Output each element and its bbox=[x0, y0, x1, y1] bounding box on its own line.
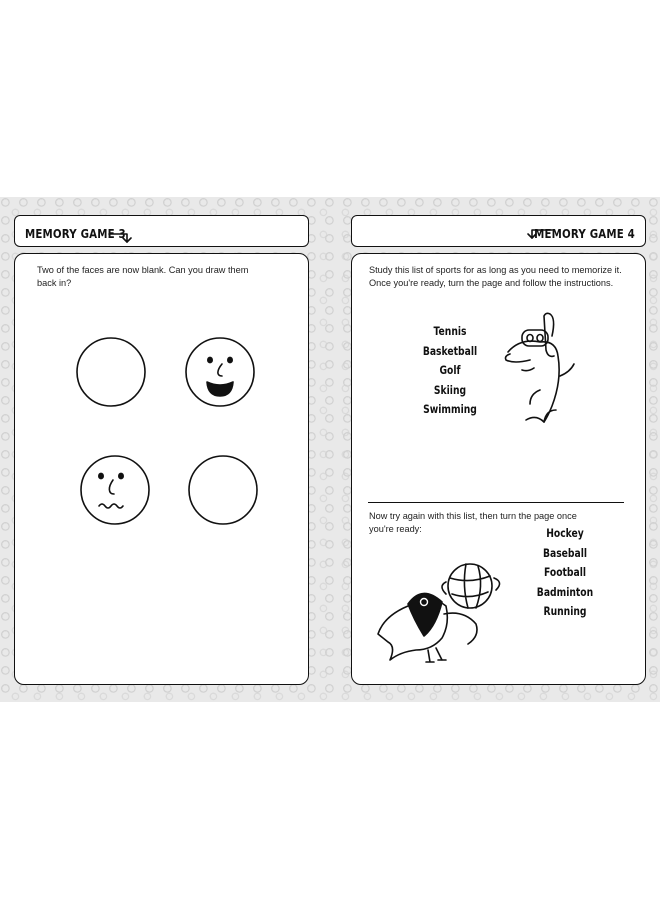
left-page-header bbox=[14, 215, 309, 247]
right-page-instruction-2: Now try again with this list, then turn the page once you're ready: bbox=[369, 511, 577, 534]
list-item: Golf bbox=[439, 363, 461, 377]
snorkel-dolphin-icon bbox=[500, 310, 580, 430]
blank-face-icon[interactable] bbox=[75, 336, 147, 408]
sports-list-2 bbox=[531, 524, 600, 622]
right-page-header bbox=[351, 215, 646, 247]
book-spread bbox=[0, 197, 660, 702]
list-item: Basketball bbox=[422, 343, 478, 358]
right-page-instruction-1: Study this list of sports for as long as you need to memorize it. Once you're ready, turn the page and follow the instructions. bbox=[369, 265, 622, 288]
list-item: Swimming bbox=[423, 402, 477, 416]
left-page-instruction: Two of the faces are now blank. Can you draw them back in? bbox=[37, 265, 249, 288]
toucan-with-ball-icon bbox=[372, 554, 522, 674]
smiling-face-icon bbox=[184, 336, 256, 408]
section-divider bbox=[368, 502, 624, 503]
list-item: Hockey bbox=[546, 526, 584, 540]
list-item: Baseball bbox=[542, 545, 588, 560]
list-item: Football bbox=[543, 565, 587, 579]
right-page-title: MEMORY GAME 4 bbox=[534, 226, 635, 241]
arrow-down-right-icon bbox=[107, 226, 137, 244]
list-item: Tennis bbox=[433, 324, 467, 338]
left-page-content bbox=[14, 253, 309, 685]
blank-face-icon[interactable] bbox=[187, 454, 259, 526]
list-item: Badminton bbox=[536, 584, 594, 599]
left-page-title: MEMORY GAME 3 bbox=[25, 226, 126, 241]
list-item: Skiing bbox=[433, 382, 467, 397]
list-item: Running bbox=[543, 604, 587, 618]
right-page-content bbox=[351, 253, 646, 685]
sports-list-1 bbox=[420, 322, 481, 420]
worried-face-icon bbox=[79, 454, 151, 526]
